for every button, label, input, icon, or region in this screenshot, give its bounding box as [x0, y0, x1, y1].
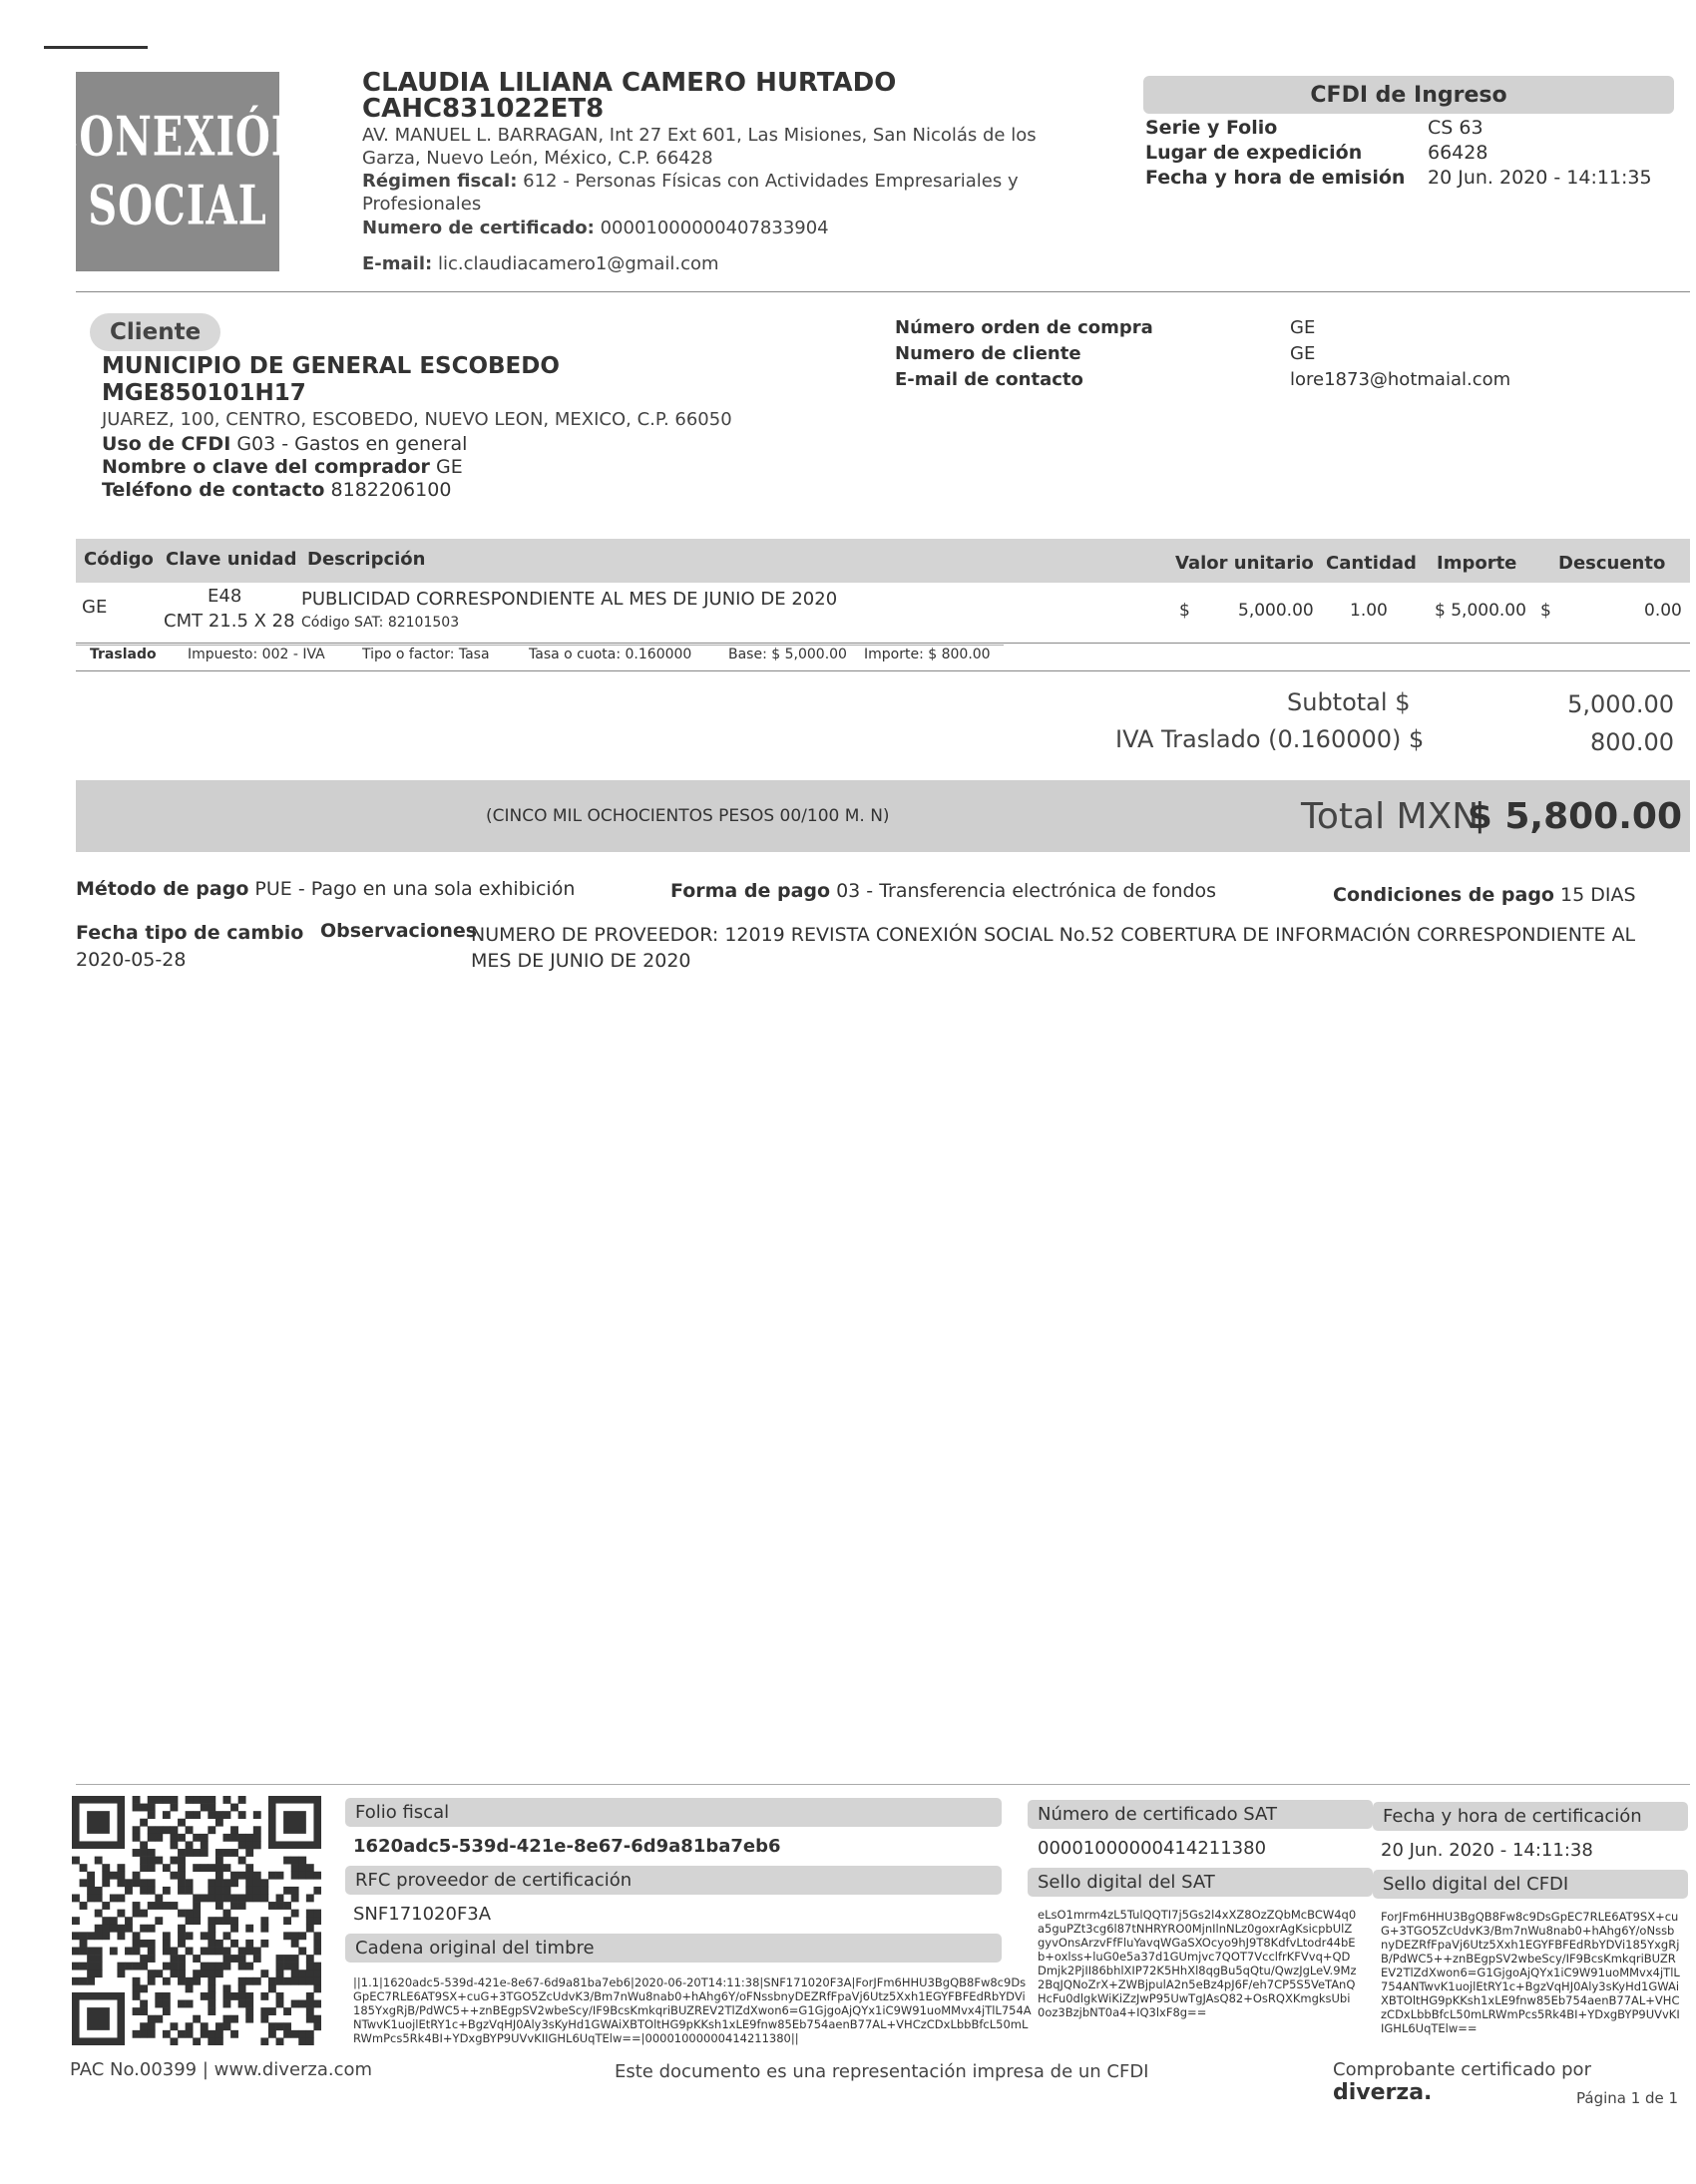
metodo-pago [76, 878, 575, 900]
col-importe: Importe [1437, 553, 1517, 574]
company-logo [46, 72, 309, 271]
telefono-value: 8182206100 [330, 479, 452, 501]
issuer-name: CLAUDIA LILIANA CAMERO HURTADO [362, 68, 897, 98]
condiciones-label: Condiciones de pago [1333, 884, 1554, 906]
numcliente-value: GE [1290, 343, 1316, 364]
email-contacto-label: E-mail de contacto [895, 369, 1083, 390]
fecha-emision-label: Fecha y hora de emisión [1145, 167, 1406, 189]
table-row [76, 585, 1690, 641]
serie-value: CS 63 [1428, 117, 1484, 139]
fecha-cert-value: 20 Jun. 2020 - 14:11:38 [1381, 1840, 1593, 1861]
items-table-header [76, 539, 1690, 583]
qr-code [72, 1796, 321, 2045]
rfc-pac-value: SNF171020F3A [353, 1904, 492, 1925]
client-badge-label: Cliente [110, 319, 202, 345]
issuer-regimen [362, 170, 1080, 216]
cert-sat-label: Número de certificado SAT [1028, 1800, 1373, 1829]
fecha-tipo-cambio [76, 920, 303, 974]
comprador-label: Nombre o clave del comprador [102, 456, 430, 478]
client-order-info [895, 315, 1593, 393]
serie-label: Serie y Folio [1145, 117, 1278, 139]
row-descuento: 0.00 [1644, 601, 1682, 621]
fecha-cert-label: Fecha y hora de certificación [1373, 1802, 1688, 1831]
condiciones-pago [1333, 884, 1636, 906]
subtotal-value: 5,000.00 [1567, 690, 1674, 718]
tax-tipo: Tipo o factor: Tasa [362, 647, 490, 662]
forma-pago [670, 880, 1216, 902]
client-rfc: MGE850101H17 [102, 380, 306, 406]
col-clave: Clave unidad [166, 549, 297, 570]
email-label: E-mail: [362, 253, 433, 274]
tax-tasa: Tasa o cuota: 0.160000 [529, 647, 692, 662]
tax-divider-bottom [76, 670, 1690, 671]
email-contacto-value: lore1873@hotmaial.com [1290, 369, 1511, 390]
total-in-words: (CINCO MIL OCHOCIENTOS PESOS 00/100 M. N) [486, 806, 890, 826]
divider-header [76, 291, 1690, 292]
logo-line-1: CONEXIÓN [46, 105, 309, 170]
total-bar [76, 780, 1690, 852]
row-clave2: CMT 21.5 X 28 [164, 611, 295, 632]
cadena-label: Cadena original del timbre [345, 1934, 1002, 1963]
row-descuento-currency: $ [1540, 601, 1551, 621]
fecha-tc-value: 2020-05-28 [76, 949, 187, 971]
tax-base: Base: $ 5,000.00 [728, 647, 847, 662]
comprador-value: GE [435, 456, 463, 478]
cadena-value: ||1.1|1620adc5-539d-421e-8e67-6d9a81ba7eb6|2020-06-20T14:11:38|SNF171020F3A|ForJFm6HHU3BgQB8Fw8c9DsGpEC7RLE6AT9SX+cuG+3TGO5ZcUdvK3/Bm7nWu8nab0+hAhg6Y/oFNssbnyDEZRfFpaVj6Utz5Xxh1EGYFBFEdRbYDVi185YxgRjB/PdWC5++znBEgpSV2wbeScy/IF9BcsKmkqriBUZREV2TlZdXwon6=G1GjgoAjQYx1iC9W91uoMMvx4jTlL754ANTwvK1uojlEtRY1c+BgzVqHJ0Aly3sKyHd1GWAiXBTOltHG9pKKsh1xLE9fnw85Eb754aenB77AL+VHCzCDxLbbBfcL50mLRWmPcs5Rk4BI+YDxgBYP9UVvKIIGHL6UqTElw==|00001000000414211380|| [353, 1975, 1032, 2045]
tax-impuesto: Impuesto: 002 - IVA [188, 647, 325, 662]
total-label: Total MXN [1301, 796, 1480, 837]
client-comprador [102, 456, 880, 479]
footer-pac: PAC No.00399 | www.diverza.com [70, 2059, 373, 2080]
folio-fiscal-label: Folio fiscal [345, 1798, 1002, 1827]
row-descripcion: PUBLICIDAD CORRESPONDIENTE AL MES DE JUNIO DE 2020 [301, 589, 838, 610]
cfdi-title: CFDI de Ingreso [1310, 82, 1507, 108]
forma-label: Forma de pago [670, 880, 831, 902]
sello-cfdi-value: ForJFm6HHU3BgQB8Fw8c9DsGpEC7RLE6AT9SX+cuG+3TGO5ZcUdvK3/Bm7nWu8nab0+hAhg6Y/oNssbnyDEZRfFpaVj6Utz5Xxh1EGYFBFEdRbYDVi185YxgRjB/PdWC5++znBEgpSV2wbeScy/IF9BcsKmkqriBUZREV2TlZdXwon6=G1GjgoAjQYx1iC9W91uoMMvx4jTlL754ANTwvK1uojlEtRY1c+BgzVqHJ0Aly3sKyHd1GWAiXBTOltHG9pKKsh1xLE9fnw85Eb754aenB77AL+VHCzCDxLbbBfcL50mLRWmPcs5Rk4BI+YDxgBYP9UVvKIIGHL6UqTElw== [1381, 1910, 1680, 2035]
client-badge [90, 313, 220, 351]
client-block [102, 353, 880, 502]
row-codigo: GE [82, 597, 108, 618]
iva-value: 800.00 [1590, 728, 1674, 756]
tax-importe: Importe: $ 800.00 [864, 647, 991, 662]
fecha-tc-label: Fecha tipo de cambio [76, 922, 304, 944]
sello-cfdi-label: Sello digital del CFDI [1373, 1870, 1688, 1899]
scan-mark [44, 46, 148, 49]
sello-sat-label: Sello digital del SAT [1028, 1868, 1373, 1897]
logo-line-2: SOCIAL [88, 174, 267, 238]
col-cantidad: Cantidad [1326, 553, 1417, 574]
issuer-certificate [362, 216, 1100, 241]
total-value: $ 5,800.00 [1467, 796, 1682, 837]
col-descuento: Descuento [1558, 553, 1666, 574]
certificate-value: 00001000000407833904 [600, 218, 829, 238]
issuer-rfc: CAHC831022ET8 [362, 94, 605, 124]
sello-sat-value: eLsO1mrm4zL5TulQQTI7j5Gs2l4xXZ8OzZQbMcBCW4q0a5guPZt3cg6l87tNHRYRO0MjnIlnNLz0goxrAgKsicpbUlZgyvOnsArzvFfFluYavqWGaSXOcyo9hJ9T8KdfvLtodr44bEb+oxlss+luG0e5a37d1GUmjvc7QOT7VcclfrKFVvq+QDDmjk2PjII86bhlXIP72K5HhXl8qgBu5qQtu/QwzJgLeV.9Mz2BqJQNoZrX+ZWBjpulA2n5eBz4pJ6F/eh7CP5S5VeTAnQHcFu0dlgkWiKiZzJwP95UwTgJAsQ82+OsRQXKmgksUbi0oz3BzjbNT0a4+IQ3lxF8g== [1038, 1908, 1357, 2019]
observaciones-label: Observaciones [320, 920, 478, 942]
cert-by-text: Comprobante certificado por [1333, 2059, 1591, 2080]
orden-label: Número orden de compra [895, 317, 1153, 338]
cfdi-title-bar [1143, 76, 1674, 114]
metodo-label: Método de pago [76, 878, 249, 900]
tax-row [76, 647, 1073, 668]
metodo-value: PUE - Pago en una sola exhibición [254, 878, 576, 900]
rfc-pac-label: RFC proveedor de certificación [345, 1866, 1002, 1895]
numcliente-label: Numero de cliente [895, 343, 1081, 364]
subtotal-label: Subtotal $ [1287, 688, 1411, 716]
folio-fiscal-value: 1620adc5-539d-421e-8e67-6d9a81ba7eb6 [353, 1836, 781, 1857]
telefono-label: Teléfono de contacto [102, 479, 325, 501]
row-divider [76, 643, 1690, 644]
client-address: JUAREZ, 100, CENTRO, ESCOBEDO, NUEVO LEON, MEXICO, C.P. 66050 [102, 409, 732, 430]
cert-sat-value: 00001000000414211380 [1038, 1838, 1267, 1859]
orden-value: GE [1290, 317, 1316, 338]
uso-label: Uso de CFDI [102, 433, 231, 455]
uso-value: G03 - Gastos en general [236, 433, 468, 455]
issuer-address: AV. MANUEL L. BARRAGAN, Int 27 Ext 601, Las Misiones, San Nicolás de los Garza, Nuevo León, México, C.P. 66428 [362, 125, 1037, 169]
row-clave1: E48 [208, 586, 242, 607]
cfdi-details [1145, 116, 1684, 191]
iva-label: IVA Traslado (0.160000) $ [1115, 725, 1425, 753]
divider-stamp [76, 1784, 1690, 1785]
col-valor: Valor unitario [1175, 553, 1314, 574]
client-telefono [102, 479, 880, 502]
email-value: lic.claudiacamero1@gmail.com [437, 253, 719, 274]
observaciones-value: NUMERO DE PROVEEDOR: 12019 REVISTA CONEXIÓN SOCIAL No.52 COBERTURA DE INFORMACIÓN CORRESPONDIENTE AL MES DE JUNIO DE 2020 [471, 924, 1636, 972]
col-codigo: Código [84, 549, 154, 570]
footer-representation: Este documento es una representación impresa de un CFDI [615, 2061, 1149, 2082]
issuer-block [362, 70, 1100, 277]
row-valor: 5,000.00 [1238, 601, 1314, 621]
condiciones-value: 15 DIAS [1560, 884, 1636, 906]
tax-divider-top [76, 645, 1004, 646]
lugar-label: Lugar de expedición [1145, 142, 1363, 164]
row-codigo-sat: Código SAT: 82101503 [301, 615, 460, 631]
forma-value: 03 - Transferencia electrónica de fondos [836, 880, 1217, 902]
regimen-label: Régimen fiscal: [362, 171, 518, 192]
page-number: Página 1 de 1 [1576, 2089, 1679, 2107]
diverza-logo: diverza. [1333, 2080, 1433, 2105]
issuer-email [362, 251, 1100, 277]
fecha-emision-value: 20 Jun. 2020 - 14:11:35 [1428, 167, 1652, 189]
col-descripcion: Descripción [307, 549, 426, 570]
lugar-value: 66428 [1428, 142, 1488, 164]
tax-traslado: Traslado [90, 647, 157, 662]
client-uso [102, 433, 880, 456]
row-cantidad: 1.00 [1350, 601, 1388, 621]
regimen-value: 612 - Personas Físicas con Actividades Empresariales y Profesionales [362, 171, 1019, 215]
row-importe: $ 5,000.00 [1435, 601, 1526, 621]
row-valor-currency: $ [1179, 601, 1190, 621]
certificate-label: Numero de certificado: [362, 218, 595, 238]
client-name: MUNICIPIO DE GENERAL ESCOBEDO [102, 353, 560, 379]
